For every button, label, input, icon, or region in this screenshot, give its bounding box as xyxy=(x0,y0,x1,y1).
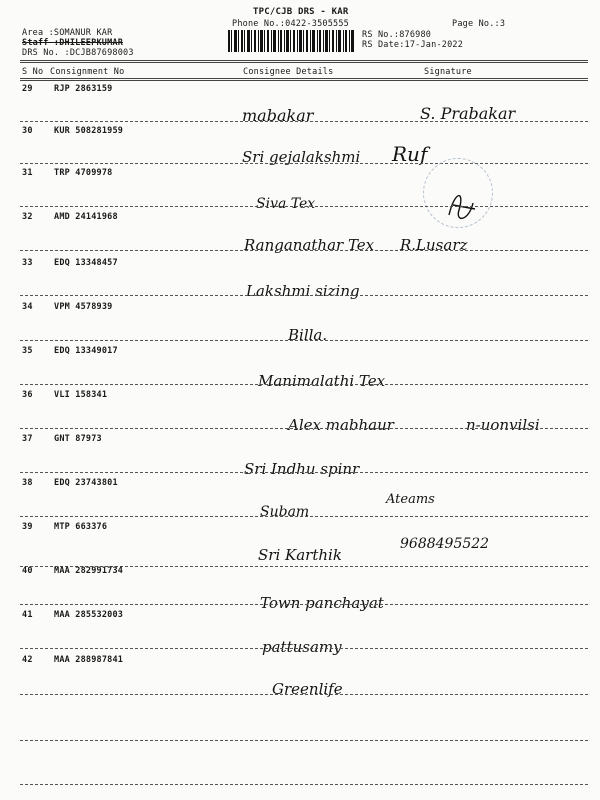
row-consignment: MAA 285532003 xyxy=(54,610,124,620)
row-divider xyxy=(20,384,588,385)
row-sno: 31 xyxy=(22,168,33,178)
col-sno: S No xyxy=(22,67,44,77)
header-rule-top-2 xyxy=(20,62,588,63)
row-consignee: Ranganathar Tex xyxy=(244,236,375,254)
row-consignment: VPM 4578939 xyxy=(54,302,113,312)
row-sno: 38 xyxy=(22,478,33,488)
row-sno: 40 xyxy=(22,566,33,576)
page-number: Page No.:3 xyxy=(452,19,506,29)
row-consignee: Alex mabhaur xyxy=(288,416,394,434)
row-sno: 42 xyxy=(22,655,33,665)
row-consignment: KUR 508281959 xyxy=(54,126,124,136)
col-signature: Signature xyxy=(424,67,472,77)
header-rule-bottom xyxy=(20,78,588,79)
row-signature: 9688495522 xyxy=(400,536,490,552)
drs-number: DRS No. :DCJB87698003 xyxy=(22,48,134,58)
row-signature: Ateams xyxy=(386,492,435,507)
row-consignment: AMD 24141968 xyxy=(54,212,118,222)
col-consignee: Consignee Details xyxy=(243,67,334,77)
row-signature: S. Prabakar xyxy=(420,104,516,123)
row-consignment: EDQ 13349017 xyxy=(54,346,118,356)
row-sno: 33 xyxy=(22,258,33,268)
row-sno: 32 xyxy=(22,212,33,222)
row-divider xyxy=(20,740,588,741)
row-signature: n-uonvilsi xyxy=(466,416,540,434)
row-divider xyxy=(20,206,588,207)
row-consignment: EDQ 13348457 xyxy=(54,258,118,268)
header-rule-bottom-2 xyxy=(20,80,588,81)
row-consignment: MAA 282991734 xyxy=(54,566,124,576)
row-divider xyxy=(20,648,588,649)
row-sno: 37 xyxy=(22,434,33,444)
row-consignment: VLI 158341 xyxy=(54,390,108,400)
row-sno: 39 xyxy=(22,522,33,532)
row-consignee: Subam xyxy=(260,504,310,520)
row-divider xyxy=(20,250,588,251)
row-signature: Ruf xyxy=(392,142,428,166)
row-consignment: RJP 2863159 xyxy=(54,84,113,94)
row-consignment: TRP 4709978 xyxy=(54,168,113,178)
header-rule-top xyxy=(20,60,588,61)
row-consignee: Greenlife xyxy=(272,680,343,698)
row-divider xyxy=(20,694,588,695)
row-consignment: GNT 87973 xyxy=(54,434,102,444)
row-consignment: EDQ 23743801 xyxy=(54,478,118,488)
signature-scribble xyxy=(445,185,479,225)
phone-number: Phone No.:0422-3505555 xyxy=(232,19,349,29)
rs-date: RS Date:17-Jan-2022 xyxy=(362,40,464,50)
row-consignee: Sri Karthik xyxy=(258,546,342,564)
row-consignee: Sri gejalakshmi xyxy=(242,148,361,166)
barcode xyxy=(228,30,355,52)
row-consignment: MTP 663376 xyxy=(54,522,108,532)
row-divider xyxy=(20,604,588,605)
row-divider xyxy=(20,516,588,517)
row-sno: 35 xyxy=(22,346,33,356)
row-divider xyxy=(20,428,588,429)
row-divider xyxy=(20,784,588,785)
document-title: TPC/CJB DRS - KAR xyxy=(253,7,349,17)
row-consignee: mabakar xyxy=(242,106,314,125)
row-consignee: Billa. xyxy=(288,326,328,344)
row-divider xyxy=(20,121,588,122)
row-consignee: Lakshmi sizing xyxy=(246,282,360,300)
row-consignee: Manimalathi Tex xyxy=(258,372,386,390)
row-sno: 29 xyxy=(22,84,33,94)
row-consignee: Sri Indhu spinr xyxy=(244,460,360,478)
row-sno: 30 xyxy=(22,126,33,136)
rs-number: RS No.:876980 xyxy=(362,30,432,40)
row-sno: 36 xyxy=(22,390,33,400)
row-divider xyxy=(20,472,588,473)
staff-label: Staff :DHILEEPKUMAR xyxy=(22,38,124,48)
row-divider xyxy=(20,163,588,164)
row-consignee: Siva Tex xyxy=(256,196,316,212)
row-divider xyxy=(20,295,588,296)
row-sno: 34 xyxy=(22,302,33,312)
row-sno: 41 xyxy=(22,610,33,620)
row-consignee: Town panchayat xyxy=(260,594,384,612)
col-consignment: Consignment No xyxy=(50,67,125,77)
row-signature: R.Lusarz xyxy=(400,236,468,254)
area-label: Area :SOMANUR KAR xyxy=(22,28,113,38)
row-divider xyxy=(20,340,588,341)
row-consignee: pattusamy xyxy=(262,638,342,656)
row-consignment: MAA 288987841 xyxy=(54,655,124,665)
